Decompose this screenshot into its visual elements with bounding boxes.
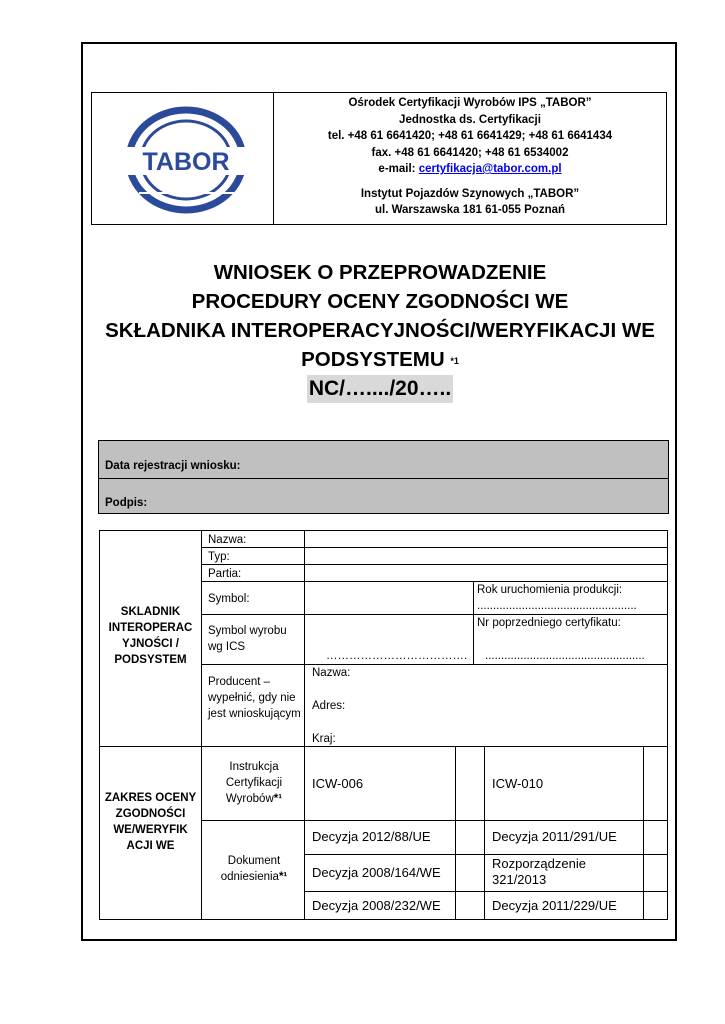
title-line4: PODSYSTEMU (301, 348, 445, 371)
previous-certificate-dots: .................................................. (485, 650, 645, 662)
column-divider-7 (643, 746, 644, 919)
column-divider-2 (304, 530, 305, 746)
row-line (304, 891, 668, 892)
title-line3: SKŁADNIKA INTEROPERACYJNOŚCI/WERYFIKACJI WE (105, 319, 655, 342)
doc-2011-291: Decyzja 2011/291/UE (492, 829, 617, 844)
row-line (201, 547, 668, 548)
symbol-label: Symbol: (208, 593, 250, 605)
icw-006: ICW-006 (312, 776, 364, 791)
table-border-bottom (99, 919, 668, 920)
reference-text: Dokument odniesienia (220, 855, 281, 883)
row-line (201, 564, 668, 565)
header-line1: Ośrodek Certyfikacji Wyrobów IPS „TABOR” (348, 97, 592, 109)
icw-010: ICW-010 (492, 776, 544, 791)
type-label: Typ: (208, 551, 230, 563)
application-number: NC/…..../20….. (307, 375, 453, 403)
tabor-logo (119, 103, 254, 218)
column-divider-3 (473, 581, 474, 664)
header-line2: Jednostka ds. Certyfikacji (399, 113, 541, 126)
reference-mark: *¹ (278, 871, 288, 883)
header-box (91, 92, 667, 225)
logo-text: TABOR (142, 148, 230, 176)
previous-certificate-label: Nr poprzedniego certyfikatu: (477, 617, 621, 629)
title-line1: WNIOSEK O PRZEPROWADZENIE (213, 261, 547, 284)
document-title (100, 258, 660, 403)
scope-section-label: ZAKRES OCENY ZGODNOŚCI WE/WERYFIK ACJI WE (104, 792, 197, 852)
column-divider-5 (455, 746, 456, 919)
instructions-label (206, 759, 302, 807)
ics-symbol-dots: ………………………………. (326, 650, 468, 662)
column-divider-4 (304, 746, 305, 919)
producer-name-label: Nazwa: (312, 667, 351, 679)
instructions-mark: *¹ (273, 793, 283, 805)
ics-symbol-label: Symbol wyrobu wg ICS (208, 625, 287, 653)
row-line (201, 820, 668, 821)
column-divider-6 (484, 746, 485, 919)
producer-address-label: Adres: (312, 700, 346, 712)
doc-2008-164: Decyzja 2008/164/WE (312, 865, 441, 880)
producer-country-label: Kraj: (312, 733, 336, 745)
doc-2011-229: Decyzja 2011/229/UE (492, 898, 617, 913)
title-line2: PROCEDURY OCENY ZGODNOŚCI WE (191, 290, 569, 313)
signature-label: Podpis: (105, 497, 148, 509)
section-divider (99, 746, 668, 747)
doc-2012-88: Decyzja 2012/88/UE (312, 829, 431, 844)
email-label: e-mail: (378, 163, 419, 175)
registration-block (98, 440, 669, 514)
batch-label: Partia: (208, 568, 242, 580)
registration-date-row (99, 441, 668, 479)
doc-2008-232: Decyzja 2008/232/WE (312, 898, 441, 913)
registration-date-label: Data rejestracji wniosku: (105, 460, 241, 472)
row-line (304, 854, 668, 855)
table-border-right (667, 530, 668, 920)
email-link[interactable]: certyfikacja@tabor.com.pl (418, 163, 562, 175)
component-section-label: SKLADNIK INTEROPERAC YJNOŚCI / PODSYSTEM (108, 606, 193, 666)
table-border-top (99, 530, 668, 531)
row-line (201, 664, 668, 665)
doc-321-2013: Rozporządzenie 321/2013 (492, 856, 586, 887)
producer-label: Producent – wypełnić, gdy nie jest wnioskującym (208, 676, 301, 720)
production-year-dots: .................................................. (477, 600, 637, 612)
header-text (274, 93, 666, 219)
reference-label (206, 853, 302, 885)
header-address: ul. Warszawska 181 61-055 Poznań (374, 204, 566, 216)
header-phone: tel. +48 61 6641420; +48 61 6641429; +48 61 6641434 (327, 130, 613, 142)
production-year-label: Rok uruchomienia produkcji: (477, 584, 623, 596)
table-border-left (99, 530, 100, 920)
header-fax: fax. +48 61 6641420; +48 61 6534002 (371, 146, 569, 159)
name-label: Nazwa: (208, 534, 247, 546)
instructions-text: Instrukcja Certyfikacji Wyrobów (225, 761, 283, 805)
header-email-line (274, 161, 666, 178)
title-footnote: *1 (450, 356, 459, 366)
column-divider-1 (201, 530, 202, 920)
header-institute: Instytut Pojazdów Szynowych „TABOR” (360, 187, 580, 200)
